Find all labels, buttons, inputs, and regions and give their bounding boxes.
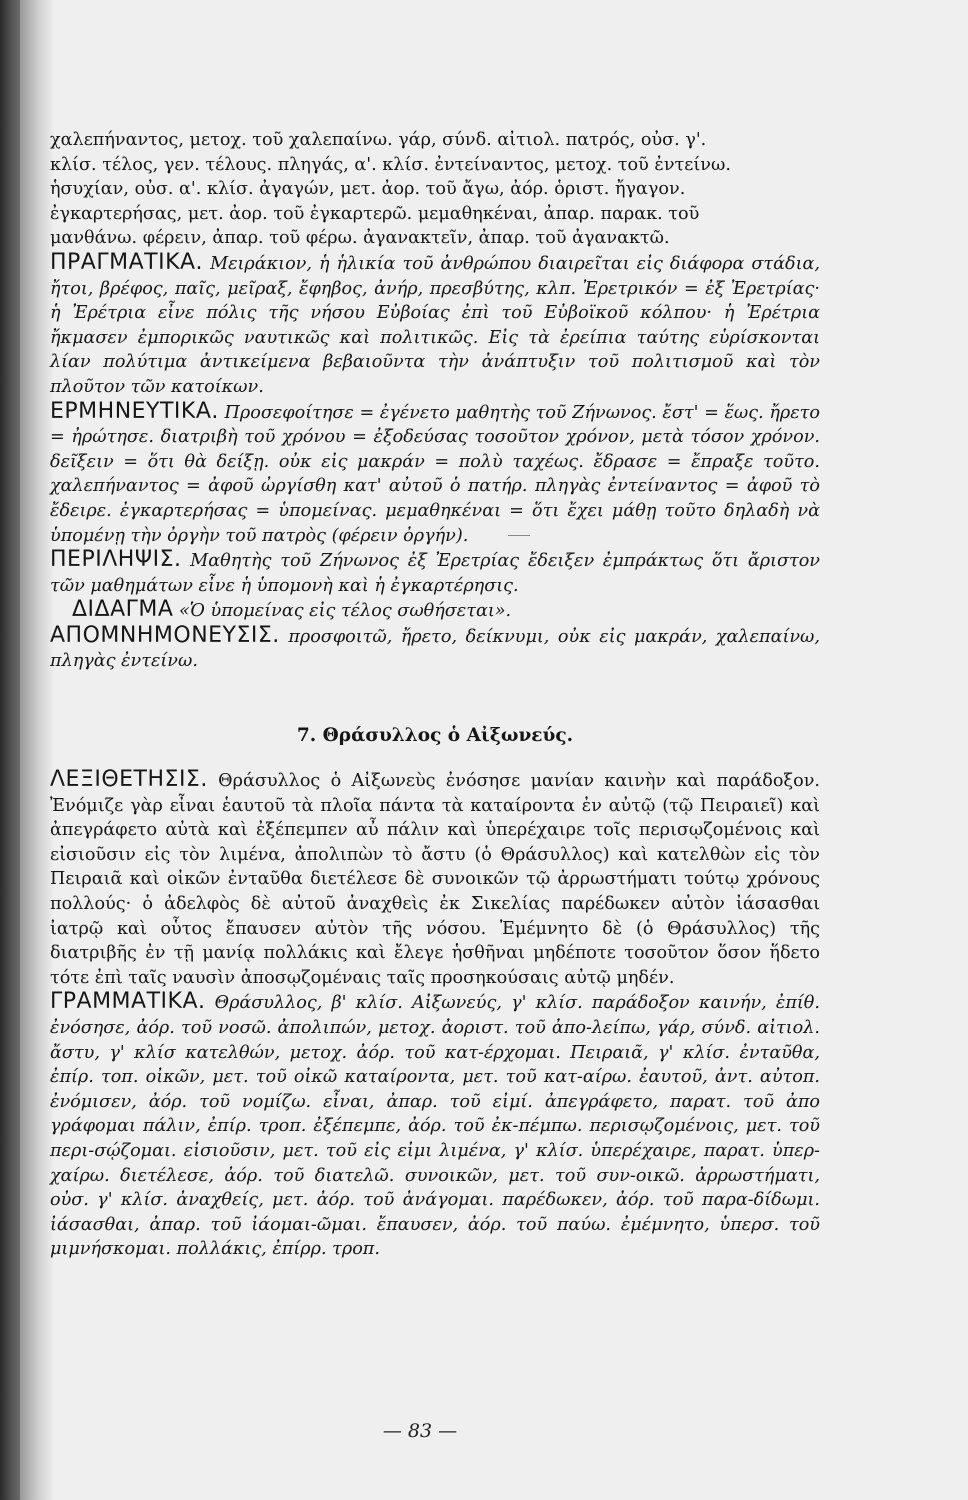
perilipsis-text: Μαθητὴς τοῦ Ζήνωνος ἐξ Ἐρετρίας ἔδειξεν ἐμπράκτως ὅτι ἄριστον τῶν μαθημάτων εἶνε ἡ ὑπομονὴ καὶ ἡ ἐγκαρτέρησις. xyxy=(50,551,820,596)
vocab-line: κλίσ. τέλος, γεν. τέλους. πληγάς, α'. κλίσ. ἐντείναντος, μετοχ. τοῦ ἐντείνω. xyxy=(50,154,731,175)
didagma-text: «Ὁ ὑπομείνας εἰς τέλος σωθήσεται». xyxy=(179,601,512,622)
page-gutter-shadow xyxy=(20,0,54,1500)
hermeneutika-paragraph xyxy=(50,400,820,549)
vocab-line: ἐγκαρτερήσας, μετ. ἀορ. τοῦ ἐγκαρτερῶ. μεμαθηκέναι, ἀπαρ. παρακ. τοῦ xyxy=(50,203,700,224)
section-label-pragmatika: ΠΡΑΓΜΑΤΙΚΑ. xyxy=(50,249,204,275)
section-label-lexithetisis: ΛΕΞΙΘΕΤΗΣΙΣ. xyxy=(50,767,208,792)
pragmatika-paragraph xyxy=(50,251,820,400)
section-label-perilipsis: ΠΕΡΙΛΗΨΙΣ. xyxy=(50,547,182,573)
lexithetisis-paragraph xyxy=(50,768,820,990)
vocab-line: ἡσυχίαν, οὐσ. α'. κλίσ. ἀγαγών, μετ. ἀορ. τοῦ ἄγω, ἀόρ. ὁριστ. ἤγαγον. xyxy=(50,179,686,200)
upper-text-block xyxy=(50,128,820,674)
section-label-hermeneutika: ΕΡΜΗΝΕΥΤΙΚΑ. xyxy=(50,398,219,424)
book-page xyxy=(20,0,968,1500)
perilipsis-paragraph xyxy=(50,548,820,598)
lexithetisis-text: Θράσυλλος ὁ Αἰξωνεὺς ἐνόσησε μανίαν καινὴν καὶ παράδοξον. Ἐνόμιζε γὰρ εἶναι ἑαυτοῦ τὰ πλοῖα πάντα τὰ καταίροντα ἐν αὐτῷ (τῷ Πειραιεῖ) καὶ ἀπεγράφετο αὐτὰ καὶ ἐξέπεμπεν αὖ πάλιν καὶ ὑπερέχαιρε τοῖς περισῳζομένοις καὶ εἰσιοῦσιν εἰς τὸν λιμένα, ἀπολιπὼν τὸ ἄστυ (ὁ Θράσυλλος) καὶ κατελθὼν εἰς τὸν Πειραιᾶ καὶ οἰκῶν ἐνταῦθα διετέλεσε δὲ συνοικῶν τῷ ἀρρωστήματι τούτῳ χρόνους πολλούς· ὁ ἀδελφὸς δὲ αὐτοῦ ἀναχθεὶς ἐκ Σικελίας παρέδωκεν αὐτὸν ἰάσασθαι ἰατρῷ καὶ οὗτος ἔπαυσεν αὐτὸν τῆς νόσου. Ἐμέμνητο δὲ (ὁ Θράσυλλος) τῆς διατριβῆς ἐν τῇ μανίᾳ πολλάκις καὶ ἔλεγε ἡσθῆναι μηδέποτε τοσοῦτον ὅσον ἥδετο τότε ἐπὶ ταῖς ναυσὶν ἀποσῳζομέναις ταῖς προσηκούσαις αὐτῷ μηδέν. xyxy=(50,771,821,988)
grammatika-paragraph xyxy=(50,990,820,1262)
grammatika-text: Θράσυλλος, β' κλίσ. Αἰξωνεύς, γ' κλίσ. παράδοξον καινήν, ἐπίθ. ἐνόσησε, ἀόρ. τοῦ νοσῶ. ἀπολιπών, μετοχ. ἀοριστ. τοῦ ἀπο-λείπω, γάρ, σύνδ. αἰτιολ. ἄστυ, γ' κλίσ κατελθών, μετοχ. ἀόρ. τοῦ κατ-έρχομαι. Πειραιᾶ, γ' κλίσ. ἐνταῦθα, ἐπίρ. τοπ. οἰκῶν, μετ. τοῦ οἰκῶ καταίροντα, μετ. τοῦ κατ-αίρω. ἑαυτοῦ, ἀντ. αὐτοπ. ἐνόμισεν, ἀόρ. τοῦ νομίζω. εἶναι, ἀπαρ. τοῦ εἰμί. ἀπεγράφετο, παρατ. τοῦ ἀπο γράφομαι πάλιν, ἐπίρ. τροπ. ἐξέπεμπε, ἀόρ. τοῦ ἐκ-πέμπω. περισῳζομένοις, μετ. τοῦ περι-σῴζομαι. εἰσιοῦσιν, μετ. τοῦ εἰς εἰμι λιμένα, γ' κλίσ. ὑπερέχαιρε, παρατ. ὑπερ-χαίρω. διετέλεσε, ἀόρ. τοῦ διατελῶ. συνοικῶν, μετ. τοῦ συν-οικῶ. ἀρρωστήματι, οὐσ. γ' κλίσ. ἀναχθείς, μετ. ἀόρ. τοῦ ἀνάγομαι. παρέδωκεν, ἀόρ. τοῦ παρα-δίδωμι. ἰάσασθαι, ἀπαρ. τοῦ ἰάομαι-ῶμαι. ἔπαυσεν, ἀόρ. τοῦ παύω. ἐμέμνητο, ὑπερσ. τοῦ μιμνήσκομαι. πολλάκις, ἐπίρρ. τροπ. xyxy=(50,993,820,1260)
stray-dash xyxy=(508,535,530,536)
apomnimonefsis-paragraph xyxy=(50,624,820,674)
scan-border xyxy=(0,0,20,1500)
hermeneutika-text: Προσεφοίτησε = ἐγένετο μαθητὴς τοῦ Ζήνωνος. ἔστ' = ἕως. ἤρετο = ἠρώτησε. διατριβὴ τοῦ χρόνου = ἐξοδεύσας τοσοῦτον χρόνον, μετὰ τόσον χρόνον. δεῖξειν = ὅτι θὰ δείξῃ. οὐκ εἰς μακράν = πολὺ ταχέως. ἔδρασε = ἔπραξε τοῦτο. χαλεπήναντος = ἀφοῦ ὠργίσθη κατ' αὐτοῦ ὁ πατήρ. πληγὰς ἐντείναντος = ἀφοῦ τὸ ἔδειρε. ἐγκαρτερήσας = ὑπομείνας. μεμαθηκέναι = ὅτι ἔχει μάθῃ τοῦτο δηλαδὴ νὰ ὑπομένῃ τὴν ὀργὴν τοῦ πατρὸς (φέρειν ὀργήν). xyxy=(50,402,821,546)
apomnimonefsis-text: προσφοιτῶ, ἤρετο, δείκνυμι, οὐκ εἰς μακράν, χαλεπαίνω, πληγὰς ἐντείνω. xyxy=(50,626,820,672)
vocab-line: χαλεπήναντος, μετοχ. τοῦ χαλεπαίνω. γάρ, σύνδ. αἰτιολ. πατρός, οὐσ. γ'. xyxy=(50,130,707,150)
lower-text-block xyxy=(50,768,820,1262)
section-label-grammatika: ΓΡΑΜΜΑΤΙΚΑ. xyxy=(50,989,206,1015)
pragmatika-text: Μειράκιον, ἡ ἡλικία τοῦ ἀνθρώπου διαιρεῖται εἰς διάφορα στάδια, ἤτοι, βρέφος, παῖς, μεῖραξ, ἔφηβος, ἀνήρ, πρεσβύτης, κλπ. Ἐρετρικόν = ἐξ Ἐρετρίας· ἡ Ἐρέτρια εἶνε πόλις τῆς νήσου Εὐβοίας ἐπὶ τοῦ Εὐβοϊκοῦ κόλπου· ἡ Ἐρέτρια ἤκμασεν ἐμπορικῶς ναυτικῶς καὶ πολιτικῶς. Εἰς τὰ ἐρείπια ταύτης εὑρίσκονται λίαν πολύτιμα ἀντικείμενα βεβαιοῦντα τὴν ἀνάπτυξιν τοῦ πολιτισμοῦ καὶ τὸν πλοῦτον τῶν κατοίκων. xyxy=(50,253,820,397)
didagma-paragraph xyxy=(50,598,820,624)
section-label-apomnimonefsis: ΑΠΟΜΝΗΜΟΝΕΥΣΙΣ. xyxy=(50,622,280,648)
section-title: 7. Θράσυλλος ὁ Αἰξωνεύς. xyxy=(296,725,574,746)
section-label-didagma: ΔΙΔΑΓΜΑ xyxy=(72,597,174,623)
page-number: — 83 — xyxy=(382,1420,458,1442)
vocab-line: μανθάνω. φέρειν, ἀπαρ. τοῦ φέρω. ἀγανακτεῖν, ἀπαρ. τοῦ ἀγανακτῶ. xyxy=(50,228,670,249)
